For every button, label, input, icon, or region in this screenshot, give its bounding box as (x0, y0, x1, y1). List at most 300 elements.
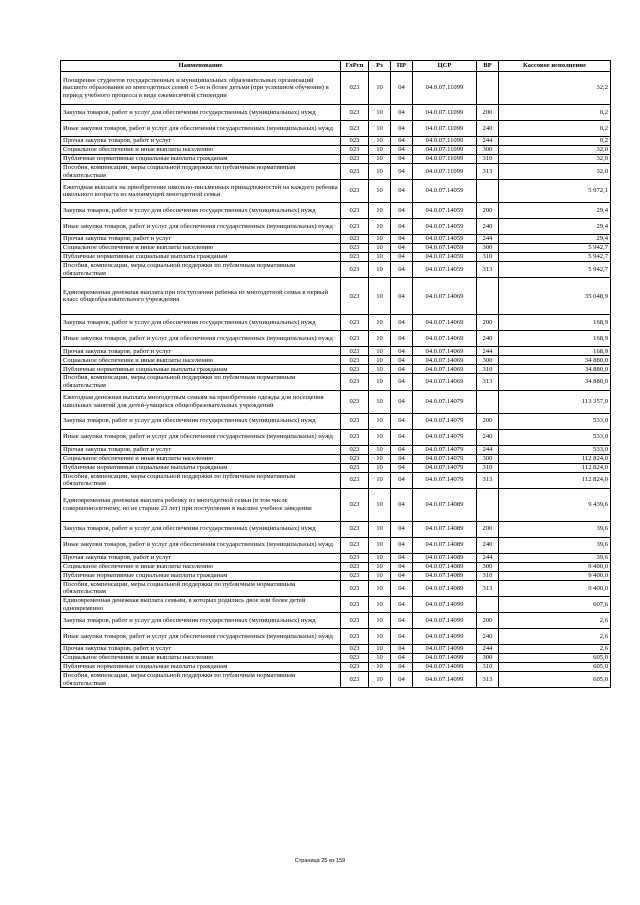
row-rz: 10 (369, 645, 391, 654)
row-pr: 04 (391, 390, 413, 413)
row-csr: 04.0.07.11099 (413, 146, 477, 155)
row-csr: 04.0.07.14079 (413, 463, 477, 472)
table-row (61, 596, 611, 612)
budget-table (60, 60, 611, 688)
row-name: Публичные нормативные социальные выплаты гражданам (61, 365, 341, 374)
row-amount: 32,0 (499, 146, 611, 155)
row-name: Единовременная денежная выплата семьям, в которых родились двое или более детей одновременно (61, 596, 341, 612)
table-row (61, 331, 611, 347)
row-pr: 04 (391, 203, 413, 219)
row-csr: 04.0.07.14079 (413, 454, 477, 463)
row-grbs: 023 (341, 331, 369, 347)
row-grbs: 023 (341, 146, 369, 155)
header-csr: ЦСР (413, 61, 477, 72)
row-name: Социальное обеспечение и иные выплаты населению (61, 356, 341, 365)
row-vr: 310 (477, 463, 499, 472)
row-name: Прочая закупка товаров, работ и услуг (61, 445, 341, 454)
row-vr: 313 (477, 262, 499, 278)
page-number: Страница 25 из 159 (294, 858, 346, 864)
row-vr: 240 (477, 331, 499, 347)
row-pr: 04 (391, 72, 413, 105)
row-grbs: 023 (341, 663, 369, 672)
row-rz: 10 (369, 463, 391, 472)
row-amount: 9 400,0 (499, 580, 611, 596)
row-amount: 0,2 (499, 105, 611, 121)
row-pr: 04 (391, 521, 413, 537)
table-row (61, 654, 611, 663)
row-name: Публичные нормативные социальные выплаты гражданам (61, 571, 341, 580)
table-row (61, 413, 611, 429)
row-amount: 5 942,7 (499, 262, 611, 278)
row-rz: 10 (369, 571, 391, 580)
row-name: Иные закупки товаров, работ и услуг для обеспечения государственных (муниципальных) нужд (61, 629, 341, 645)
row-amount: 34 880,0 (499, 356, 611, 365)
row-csr: 04.0.07.14099 (413, 613, 477, 629)
table-row (61, 580, 611, 596)
row-amount: 113 357,0 (499, 390, 611, 413)
row-amount: 112 824,0 (499, 454, 611, 463)
row-name: Закупка товаров, работ и услуг для обеспечения государственных (муниципальных) нужд (61, 105, 341, 121)
row-name: Публичные нормативные социальные выплаты гражданам (61, 155, 341, 164)
row-pr: 04 (391, 613, 413, 629)
row-vr: 310 (477, 253, 499, 262)
row-csr: 04.0.07.14089 (413, 571, 477, 580)
row-amount: 9 400,0 (499, 571, 611, 580)
row-vr (477, 72, 499, 105)
row-rz: 10 (369, 315, 391, 331)
row-pr: 04 (391, 663, 413, 672)
row-grbs: 023 (341, 571, 369, 580)
row-csr: 04.0.07.14089 (413, 553, 477, 562)
row-pr: 04 (391, 180, 413, 203)
row-pr: 04 (391, 356, 413, 365)
header-pr: ПР (391, 61, 413, 72)
row-vr: 313 (477, 164, 499, 180)
row-name: Иные закупки товаров, работ и услуг для обеспечения государственных (муниципальных) нужд (61, 219, 341, 235)
row-vr: 244 (477, 445, 499, 454)
row-grbs: 023 (341, 521, 369, 537)
row-vr (477, 488, 499, 521)
row-name: Прочая закупка товаров, работ и услуг (61, 347, 341, 356)
row-grbs: 023 (341, 562, 369, 571)
row-name: Прочая закупка товаров, работ и услуг (61, 137, 341, 146)
row-pr: 04 (391, 580, 413, 596)
row-vr: 310 (477, 663, 499, 672)
row-csr: 04.0.07.14069 (413, 365, 477, 374)
row-pr: 04 (391, 553, 413, 562)
row-grbs: 023 (341, 390, 369, 413)
table-row (61, 137, 611, 146)
row-rz: 10 (369, 663, 391, 672)
row-amount: 32,2 (499, 72, 611, 105)
row-pr: 04 (391, 654, 413, 663)
row-vr: 300 (477, 654, 499, 663)
row-pr: 04 (391, 146, 413, 155)
header-vr: ВР (477, 61, 499, 72)
row-name: Публичные нормативные социальные выплаты гражданам (61, 253, 341, 262)
row-pr: 04 (391, 219, 413, 235)
row-amount: 2,6 (499, 629, 611, 645)
row-rz: 10 (369, 235, 391, 244)
table-row (61, 562, 611, 571)
row-name: Публичные нормативные социальные выплаты гражданам (61, 663, 341, 672)
row-name: Социальное обеспечение и иные выплаты населению (61, 454, 341, 463)
row-csr: 04.0.07.14099 (413, 672, 477, 688)
row-name: Закупка товаров, работ и услуг для обеспечения государственных (муниципальных) нужд (61, 613, 341, 629)
table-row (61, 663, 611, 672)
row-csr: 04.0.07.14069 (413, 278, 477, 315)
row-csr: 04.0.07.14069 (413, 331, 477, 347)
row-grbs: 023 (341, 72, 369, 105)
row-name: Закупка товаров, работ и услуг для обеспечения государственных (муниципальных) нужд (61, 203, 341, 219)
table-row (61, 180, 611, 203)
row-csr: 04.0.07.14059 (413, 235, 477, 244)
row-rz: 10 (369, 521, 391, 537)
row-amount: 607,6 (499, 596, 611, 612)
row-csr: 04.0.07.14099 (413, 645, 477, 654)
row-pr: 04 (391, 488, 413, 521)
row-rz: 10 (369, 454, 391, 463)
row-grbs: 023 (341, 155, 369, 164)
row-grbs: 023 (341, 537, 369, 553)
row-vr: 240 (477, 121, 499, 137)
row-vr: 244 (477, 645, 499, 654)
row-vr: 300 (477, 146, 499, 155)
table-row (61, 445, 611, 454)
row-grbs: 023 (341, 253, 369, 262)
row-vr: 240 (477, 219, 499, 235)
row-pr: 04 (391, 571, 413, 580)
row-grbs: 023 (341, 356, 369, 365)
row-vr: 244 (477, 553, 499, 562)
table-row (61, 278, 611, 315)
row-name: Прочая закупка товаров, работ и услуг (61, 235, 341, 244)
row-grbs: 023 (341, 164, 369, 180)
row-pr: 04 (391, 463, 413, 472)
row-grbs: 023 (341, 413, 369, 429)
row-pr: 04 (391, 445, 413, 454)
table-row (61, 553, 611, 562)
row-rz: 10 (369, 562, 391, 571)
row-vr: 300 (477, 562, 499, 571)
row-grbs: 023 (341, 374, 369, 390)
row-grbs: 023 (341, 463, 369, 472)
row-name: Публичные нормативные социальные выплаты гражданам (61, 463, 341, 472)
row-grbs: 023 (341, 365, 369, 374)
table-row (61, 454, 611, 463)
table-row (61, 253, 611, 262)
row-rz: 10 (369, 244, 391, 253)
row-amount: 0,2 (499, 137, 611, 146)
row-pr: 04 (391, 164, 413, 180)
row-grbs: 023 (341, 219, 369, 235)
row-pr: 04 (391, 472, 413, 488)
row-csr: 04.0.07.14079 (413, 390, 477, 413)
row-rz: 10 (369, 253, 391, 262)
row-pr: 04 (391, 137, 413, 146)
row-amount: 9 439,6 (499, 488, 611, 521)
row-grbs: 023 (341, 629, 369, 645)
table-row (61, 613, 611, 629)
row-rz: 10 (369, 629, 391, 645)
row-vr: 240 (477, 429, 499, 445)
row-csr: 04.0.07.14099 (413, 596, 477, 612)
row-csr: 04.0.07.11099 (413, 72, 477, 105)
row-pr: 04 (391, 331, 413, 347)
row-grbs: 023 (341, 654, 369, 663)
row-rz: 10 (369, 537, 391, 553)
row-csr: 04.0.07.14089 (413, 562, 477, 571)
row-grbs: 023 (341, 553, 369, 562)
row-rz: 10 (369, 219, 391, 235)
row-rz: 10 (369, 672, 391, 688)
row-vr: 313 (477, 672, 499, 688)
row-csr: 04.0.07.14059 (413, 219, 477, 235)
row-pr: 04 (391, 365, 413, 374)
row-name: Пособия, компенсации, меры социальной поддержки по публичным нормативным обязательствам (61, 672, 341, 688)
row-amount: 2,6 (499, 645, 611, 654)
table-row (61, 571, 611, 580)
header-amount: Кассовое исполнение (499, 61, 611, 72)
row-name: Иные закупки товаров, работ и услуг для обеспечения государственных (муниципальных) нужд (61, 331, 341, 347)
row-rz: 10 (369, 331, 391, 347)
table-row (61, 244, 611, 253)
row-rz: 10 (369, 262, 391, 278)
row-vr: 300 (477, 454, 499, 463)
row-rz: 10 (369, 155, 391, 164)
row-amount: 112 824,0 (499, 463, 611, 472)
row-csr: 04.0.07.14089 (413, 521, 477, 537)
row-amount: 533,0 (499, 413, 611, 429)
row-name: Поощрение студентов государственных и муниципальных образовательных организаций высшего образования из многодетных семей с 5-ю и более детьми (при успешном обучении) в период учебного процесса в виде ежемесячной стипендии (61, 72, 341, 105)
row-csr: 04.0.07.14079 (413, 413, 477, 429)
row-vr: 310 (477, 365, 499, 374)
table-row (61, 374, 611, 390)
row-rz: 10 (369, 278, 391, 315)
table-row (61, 262, 611, 278)
table-header-row (61, 61, 611, 72)
row-amount: 9 400,0 (499, 562, 611, 571)
row-pr: 04 (391, 121, 413, 137)
row-rz: 10 (369, 164, 391, 180)
row-pr: 04 (391, 429, 413, 445)
row-amount: 2,6 (499, 613, 611, 629)
row-name: Ежегодная выплата на приобретение школьно-письменных принадлежностей на каждого ребенка школьного возраста из малоимущей многодетной семьи (61, 180, 341, 203)
table-row (61, 488, 611, 521)
row-grbs: 023 (341, 121, 369, 137)
row-name: Пособия, компенсации, меры социальной поддержки по публичным нормативным обязательствам (61, 262, 341, 278)
row-amount: 533,0 (499, 445, 611, 454)
row-csr: 04.0.07.11099 (413, 155, 477, 164)
table-body (61, 72, 611, 688)
table-row (61, 429, 611, 445)
row-vr: 300 (477, 356, 499, 365)
row-name: Иные закупки товаров, работ и услуг для обеспечения государственных (муниципальных) нужд (61, 429, 341, 445)
header-name: Наименование (61, 61, 341, 72)
row-name: Ежегодная денежная выплата многодетным семьям на приобретение одежды для посещения школьных занятий для детей-учащихся общеобразовательных учреждений (61, 390, 341, 413)
row-rz: 10 (369, 596, 391, 612)
row-csr: 04.0.07.14099 (413, 663, 477, 672)
row-rz: 10 (369, 613, 391, 629)
row-amount: 39,6 (499, 521, 611, 537)
row-rz: 10 (369, 121, 391, 137)
row-pr: 04 (391, 105, 413, 121)
row-rz: 10 (369, 365, 391, 374)
row-pr: 04 (391, 235, 413, 244)
row-pr: 04 (391, 262, 413, 278)
table-row (61, 235, 611, 244)
row-name: Прочая закупка товаров, работ и услуг (61, 645, 341, 654)
row-vr: 244 (477, 235, 499, 244)
row-rz: 10 (369, 203, 391, 219)
row-grbs: 023 (341, 613, 369, 629)
row-pr: 04 (391, 629, 413, 645)
row-vr: 313 (477, 374, 499, 390)
row-name: Иные закупки товаров, работ и услуг для обеспечения государственных (муниципальных) нужд (61, 537, 341, 553)
row-pr: 04 (391, 315, 413, 331)
row-vr: 310 (477, 571, 499, 580)
row-grbs: 023 (341, 137, 369, 146)
row-csr: 04.0.07.14059 (413, 244, 477, 253)
budget-table-page (60, 60, 610, 688)
row-name: Социальное обеспечение и иные выплаты населению (61, 562, 341, 571)
row-grbs: 023 (341, 472, 369, 488)
row-csr: 04.0.07.14069 (413, 374, 477, 390)
row-pr: 04 (391, 278, 413, 315)
row-pr: 04 (391, 155, 413, 164)
row-csr: 04.0.07.14099 (413, 629, 477, 645)
row-rz: 10 (369, 472, 391, 488)
row-grbs: 023 (341, 203, 369, 219)
row-vr: 200 (477, 203, 499, 219)
row-amount: 605,0 (499, 654, 611, 663)
row-grbs: 023 (341, 262, 369, 278)
row-vr (477, 390, 499, 413)
row-vr: 244 (477, 137, 499, 146)
row-rz: 10 (369, 105, 391, 121)
row-csr: 04.0.07.14069 (413, 315, 477, 331)
row-vr: 244 (477, 347, 499, 356)
row-vr: 200 (477, 613, 499, 629)
row-csr: 04.0.07.14059 (413, 262, 477, 278)
row-vr: 200 (477, 413, 499, 429)
row-csr: 04.0.07.11099 (413, 121, 477, 137)
table-row (61, 203, 611, 219)
table-row (61, 463, 611, 472)
row-amount: 5 942,7 (499, 244, 611, 253)
row-csr: 04.0.07.14089 (413, 537, 477, 553)
row-csr: 04.0.07.14059 (413, 203, 477, 219)
row-csr: 04.0.07.14069 (413, 356, 477, 365)
row-name: Пособия, компенсации, меры социальной поддержки по публичным нормативным обязательствам (61, 164, 341, 180)
row-vr: 313 (477, 580, 499, 596)
table-row (61, 645, 611, 654)
row-rz: 10 (369, 413, 391, 429)
table-row (61, 629, 611, 645)
row-rz: 10 (369, 429, 391, 445)
row-rz: 10 (369, 553, 391, 562)
row-csr: 04.0.07.14069 (413, 347, 477, 356)
row-pr: 04 (391, 562, 413, 571)
row-grbs: 023 (341, 429, 369, 445)
table-row (61, 146, 611, 155)
row-vr: 313 (477, 472, 499, 488)
row-amount: 112 824,0 (499, 472, 611, 488)
row-grbs: 023 (341, 454, 369, 463)
row-rz: 10 (369, 146, 391, 155)
row-csr: 04.0.07.11099 (413, 105, 477, 121)
row-grbs: 023 (341, 580, 369, 596)
row-amount: 39,6 (499, 537, 611, 553)
table-row (61, 347, 611, 356)
table-row (61, 672, 611, 688)
row-amount: 168,9 (499, 347, 611, 356)
row-name: Пособия, компенсации, меры социальной поддержки по публичным нормативным обязательствам (61, 472, 341, 488)
row-grbs: 023 (341, 672, 369, 688)
row-vr: 240 (477, 537, 499, 553)
row-vr: 200 (477, 315, 499, 331)
row-amount: 5 972,1 (499, 180, 611, 203)
row-amount: 5 942,7 (499, 253, 611, 262)
row-grbs: 023 (341, 488, 369, 521)
row-pr: 04 (391, 374, 413, 390)
row-pr: 04 (391, 347, 413, 356)
row-rz: 10 (369, 390, 391, 413)
row-rz: 10 (369, 347, 391, 356)
row-name: Единовременная денежная выплата ребенку из многодетной семьи (в том числе совершеннолетнему, но не старше 23 лет) при поступлении в высшее учебное заведение (61, 488, 341, 521)
row-vr (477, 180, 499, 203)
row-amount: 605,0 (499, 663, 611, 672)
table-row (61, 356, 611, 365)
row-grbs: 023 (341, 180, 369, 203)
table-row (61, 155, 611, 164)
table-row (61, 121, 611, 137)
row-pr: 04 (391, 454, 413, 463)
row-amount: 605,0 (499, 672, 611, 688)
row-amount: 32,0 (499, 155, 611, 164)
row-rz: 10 (369, 356, 391, 365)
row-rz: 10 (369, 72, 391, 105)
row-amount: 533,0 (499, 429, 611, 445)
row-amount: 34 880,0 (499, 365, 611, 374)
row-csr: 04.0.07.14089 (413, 580, 477, 596)
row-pr: 04 (391, 413, 413, 429)
row-rz: 10 (369, 654, 391, 663)
row-amount: 0,2 (499, 121, 611, 137)
row-pr: 04 (391, 244, 413, 253)
row-csr: 04.0.07.11099 (413, 137, 477, 146)
row-name: Единовременная денежная выплата при поступлении ребенка из многодетной семьи в первый класс общеобразовательного учреждения (61, 278, 341, 315)
table-row (61, 537, 611, 553)
table-row (61, 365, 611, 374)
row-csr: 04.0.07.14079 (413, 429, 477, 445)
header-rz: Рз (369, 61, 391, 72)
row-vr: 200 (477, 521, 499, 537)
row-grbs: 023 (341, 347, 369, 356)
row-rz: 10 (369, 488, 391, 521)
row-csr: 04.0.07.14079 (413, 445, 477, 454)
row-vr: 310 (477, 155, 499, 164)
row-amount: 29,4 (499, 219, 611, 235)
row-vr (477, 278, 499, 315)
row-vr: 240 (477, 629, 499, 645)
table-row (61, 105, 611, 121)
row-rz: 10 (369, 180, 391, 203)
row-pr: 04 (391, 253, 413, 262)
row-rz: 10 (369, 137, 391, 146)
row-pr: 04 (391, 645, 413, 654)
row-rz: 10 (369, 374, 391, 390)
